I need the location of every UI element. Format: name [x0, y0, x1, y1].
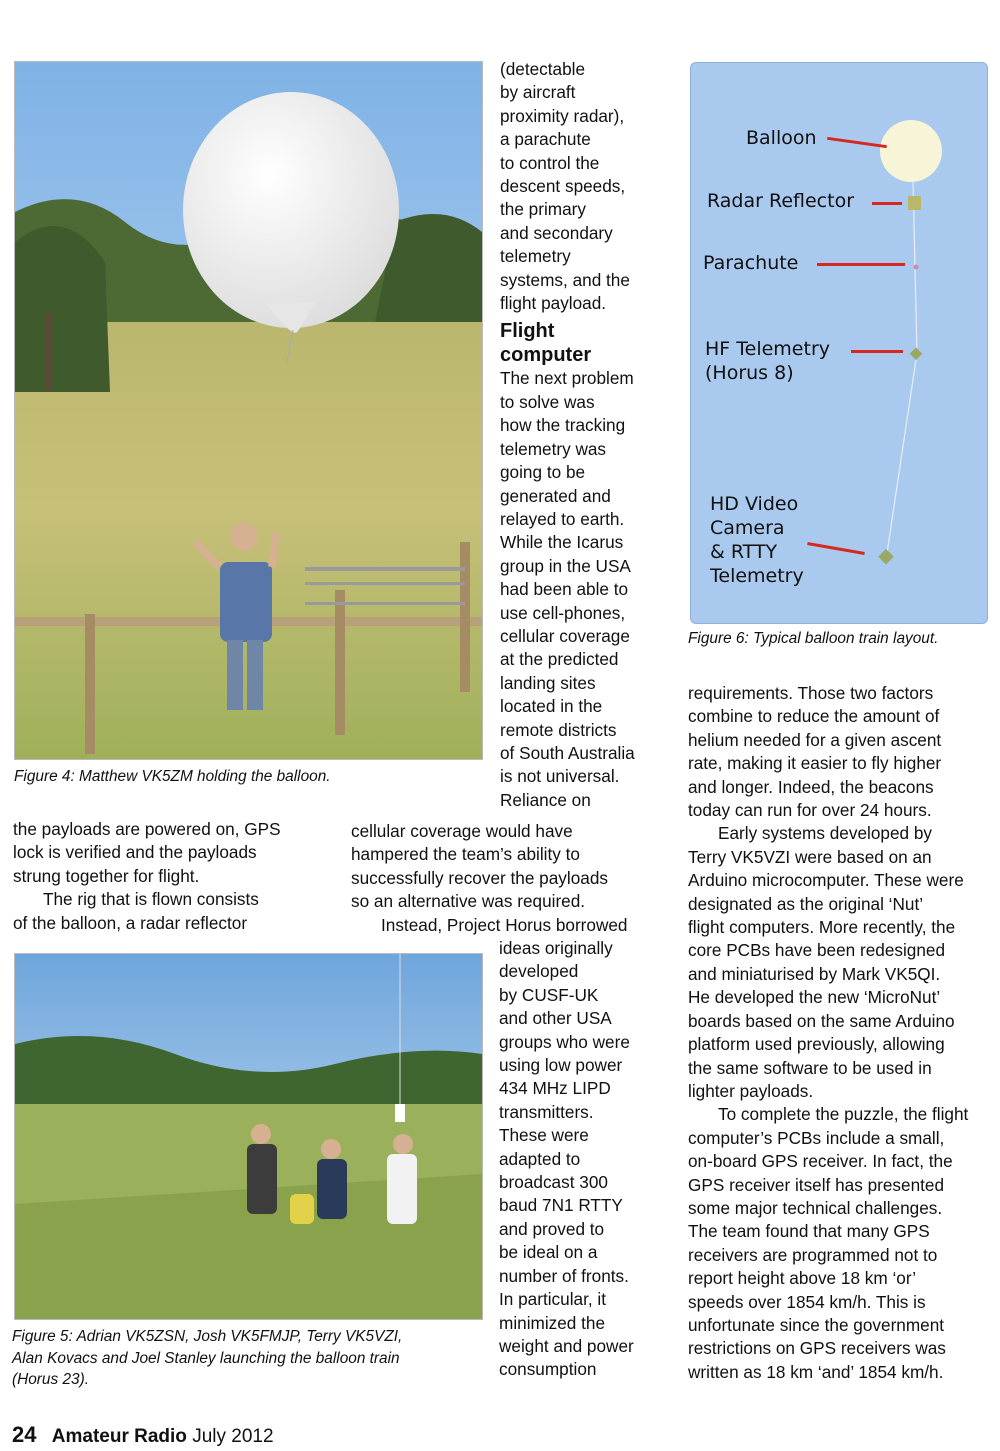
text-line: hampered the team’s ability to: [351, 844, 580, 865]
label-hd-video: [710, 492, 804, 588]
text-line: consumption: [499, 1359, 597, 1380]
text-line: telemetry: [500, 246, 571, 267]
text-line: developed: [499, 961, 579, 982]
text-line: cellular coverage would have: [351, 821, 573, 841]
hd-payload-shape: [878, 549, 894, 565]
magazine-name: Amateur Radio: [51, 1426, 187, 1447]
text-line: be ideal on a: [499, 1242, 598, 1263]
text-line: He developed the new ‘MicroNut’: [688, 987, 941, 1008]
text-line: The team found that many GPS: [688, 1221, 930, 1242]
figure-5-caption-line: (Horus 23).: [12, 1371, 89, 1388]
label-hd-line: Camera: [710, 517, 785, 539]
text-line: baud 7N1 RTTY: [499, 1195, 623, 1216]
text-line: transmitters.: [499, 1101, 594, 1122]
text-line: by aircraft: [500, 82, 576, 103]
heading-line: computer: [500, 344, 592, 367]
text-line: how the tracking: [500, 415, 626, 436]
text-line: combine to reduce the amount of: [688, 706, 940, 727]
text-line: relayed to earth.: [500, 508, 625, 529]
figure-5-photo: [14, 953, 483, 1320]
label-radar-reflector: Radar Reflector: [707, 190, 855, 212]
text-line: today can run for over 24 hours.: [688, 800, 932, 821]
column-right: [688, 682, 998, 1384]
figure-6-caption: Figure 6: Typical balloon train layout.: [688, 630, 939, 647]
pointer-radar: [872, 202, 902, 205]
text-line: the primary: [500, 199, 586, 220]
text-line: and other USA: [499, 1008, 612, 1029]
text-line: use cell-phones,: [500, 602, 626, 623]
hf-payload-shape: [910, 347, 923, 360]
label-balloon: Balloon: [746, 127, 817, 149]
text-line: Reliance on: [500, 789, 591, 810]
text-line: The rig that is flown consists: [43, 889, 259, 910]
section-heading: [500, 319, 660, 367]
text-line: written as 18 km ‘and’ 1854 km/h.: [688, 1361, 944, 1382]
text-line: located in the: [500, 696, 603, 717]
text-line: rate, making it easier to fly higher: [688, 753, 942, 774]
text-line: of the balloon, a radar reflector: [13, 912, 248, 933]
text-line: so an alternative was required.: [351, 891, 586, 912]
pointer-parachute: [817, 263, 905, 266]
text-line: and proved to: [499, 1218, 605, 1239]
text-line: by CUSF-UK: [499, 984, 599, 1005]
text-line: While the Icarus: [500, 532, 624, 553]
text-line: flight computers. More recently, the: [688, 917, 956, 938]
text-line: going to be: [500, 462, 586, 483]
text-line: helium needed for a given ascent: [688, 729, 942, 750]
text-line: the payloads are powered on, GPS: [13, 819, 281, 839]
text-line: cellular coverage: [500, 625, 630, 646]
text-line: generated and: [500, 485, 611, 506]
text-line: landing sites: [500, 672, 596, 693]
page-footer: [12, 1422, 274, 1450]
text-line: restrictions on GPS receivers was: [688, 1338, 946, 1359]
text-line: broadcast 300: [499, 1172, 608, 1193]
text-line: and longer. Indeed, the beacons: [688, 776, 934, 797]
text-line: Instead, Project Horus borrowed: [381, 914, 628, 935]
text-line: descent speeds,: [500, 176, 626, 197]
text-line: These were: [499, 1125, 589, 1146]
text-line: Terry VK5VZI were based on an: [688, 846, 932, 867]
text-line: and miniaturised by Mark VK5QI.: [688, 963, 941, 984]
text-line: number of fronts.: [499, 1265, 629, 1286]
page-number: 24: [12, 1422, 37, 1447]
text-line: report height above 18 km ‘or’: [688, 1268, 917, 1289]
text-line: using low power: [499, 1055, 623, 1076]
text-line: The next problem: [500, 368, 634, 389]
text-line: telemetry was: [500, 438, 607, 459]
heading-line: Flight: [500, 320, 555, 343]
text-line: 434 MHz LIPD: [499, 1078, 611, 1099]
text-line: and secondary: [500, 222, 613, 243]
text-line: flight payload.: [500, 293, 607, 314]
text-line: Arduino microcomputer. These were: [688, 870, 964, 891]
text-line: boards based on the same Arduino: [688, 1010, 955, 1031]
text-line: remote districts: [500, 719, 617, 740]
radar-reflector-shape: [908, 196, 921, 210]
text-line: Early systems developed by: [718, 823, 932, 844]
text-line: a parachute: [500, 129, 591, 150]
figure-5-caption: [12, 1326, 402, 1391]
text-line: minimized the: [499, 1312, 606, 1333]
text-line: (detectable: [500, 59, 586, 79]
pointer-hf: [851, 350, 903, 353]
text-line: systems, and the: [500, 269, 630, 290]
text-line: unfortunate since the government: [688, 1314, 945, 1335]
column-middle-bottom: [499, 937, 664, 1382]
text-line: platform used previously, allowing: [688, 1034, 945, 1055]
text-line: GPS receiver itself has presented: [688, 1174, 945, 1195]
label-hd-line: & RTTY: [710, 541, 778, 563]
text-line: to solve was: [500, 391, 595, 412]
text-line: computer’s PCBs include a small,: [688, 1127, 945, 1148]
figure-5-caption-line: Alan Kovacs and Joel Stanley launching the balloon train: [12, 1349, 400, 1367]
figure-4-photo: [14, 61, 483, 760]
figure-4-caption: Figure 4: Matthew VK5ZM holding the balloon.: [14, 768, 331, 785]
text-line: In particular, it: [499, 1289, 606, 1310]
text-line: had been able to: [500, 579, 629, 600]
issue-date: July 2012: [192, 1426, 274, 1447]
text-line: is not universal.: [500, 766, 620, 787]
text-line: of South Australia: [500, 742, 635, 763]
launch-photo-illustration: [15, 954, 482, 1319]
text-line: proximity radar),: [500, 105, 625, 126]
text-line: the same software to be used in: [688, 1057, 932, 1078]
column-center-mid: [351, 820, 671, 937]
text-line: at the predicted: [500, 649, 619, 670]
text-line: strung together for flight.: [13, 865, 200, 886]
label-hd-line: HD Video: [710, 493, 799, 515]
balloon-shape: [880, 120, 942, 182]
label-hf-line: (Horus 8): [705, 362, 794, 384]
parachute-shape: [914, 265, 919, 270]
text-line: core PCBs have been redesigned: [688, 940, 946, 961]
text-line: group in the USA: [500, 555, 631, 576]
label-hd-line: Telemetry: [710, 565, 804, 587]
text-line: receivers are programmed not to: [688, 1244, 938, 1265]
figure-5-caption-line: Figure 5: Adrian VK5ZSN, Josh VK5FMJP, Terry VK5VZI,: [12, 1328, 403, 1345]
text-line: lock is verified and the payloads: [13, 842, 257, 863]
text-line: weight and power: [499, 1335, 634, 1356]
label-hf-telemetry: [705, 337, 830, 385]
text-line: successfully recover the payloads: [351, 867, 608, 888]
text-line: lighter payloads.: [688, 1080, 814, 1101]
text-line: some major technical challenges.: [688, 1197, 943, 1218]
text-line: groups who were: [499, 1031, 630, 1052]
figure-6-diagram: [690, 62, 988, 624]
label-hf-line: HF Telemetry: [705, 338, 830, 360]
column-middle-top: [500, 58, 660, 812]
label-parachute: Parachute: [703, 252, 799, 274]
text-line: ideas originally: [499, 938, 613, 958]
text-line: requirements. Those two factors: [688, 683, 934, 703]
text-line: speeds over 1854 km/h. This is: [688, 1291, 926, 1312]
text-line: on-board GPS receiver. In fact, the: [688, 1151, 953, 1172]
text-line: adapted to: [499, 1148, 581, 1169]
column-left-mid: [13, 818, 343, 935]
text-line: to control the: [500, 152, 600, 173]
text-line: designated as the original ‘Nut’: [688, 893, 924, 914]
balloon-photo-illustration: [15, 62, 482, 759]
text-line: To complete the puzzle, the flight: [718, 1104, 969, 1125]
